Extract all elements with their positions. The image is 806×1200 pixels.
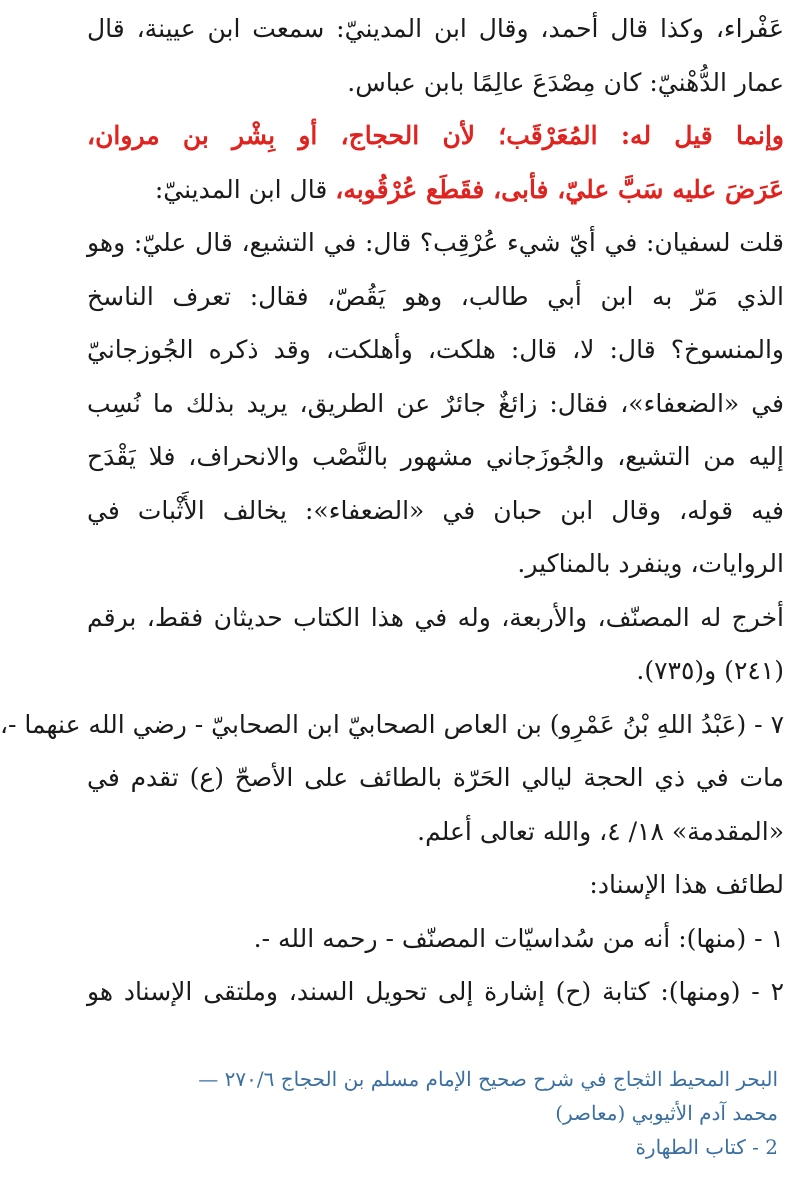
text-line: ٧ - (عَبْدُ اللهِ بْنُ عَمْرِو) بن العاص الصحابيّ ابن الصحابيّ - رضي الله عنهما -، xyxy=(0,709,784,739)
text-line: أخرج له المصنّف، والأربعة، وله في هذا الكتاب حديثان فقط، برقم xyxy=(87,602,784,632)
text-line: فيه قوله، وقال ابن حبان في «الضعفاء»: يخالف الأَثْبات في xyxy=(87,495,784,525)
text-line: ١ - (منها): أنه من سُداسيّات المصنّف - رحمه الله -. xyxy=(253,923,784,953)
source-citation xyxy=(87,1062,778,1164)
citation-chapter: 2 - كتاب الطهارة xyxy=(635,1135,778,1159)
section-heading: لطائف هذا الإسناد: xyxy=(589,870,784,899)
text-line: في «الضعفاء»، فقال: زائغٌ جائرٌ عن الطريق، يريد بذلك ما نُسِب xyxy=(87,388,785,418)
book-page-text xyxy=(0,2,785,1019)
text-line: إليه من التشيع، والجُوزَجاني مشهور بالنَّصْب والانحراف، فلا يَقْدَح xyxy=(87,442,784,471)
text-line: ٢ - (ومنها): كتابة (ح) إشارة إلى تحويل السند، وملتقى الإسناد هو xyxy=(87,977,784,1006)
text-segment: قال ابن المدينيّ: xyxy=(154,174,336,204)
citation-author: محمد آدم الأثيوبي (معاصر) xyxy=(555,1101,778,1125)
highlighted-text: عَرَضَ عليه سَبَّ عليّ، فأبى، فقَطَع عُرْقُوبه، xyxy=(335,174,784,204)
text-line xyxy=(87,163,784,217)
text-line: مات في ذي الحجة ليالي الحَرّة بالطائف على الأصحّ (ع) تقدم في xyxy=(87,763,784,792)
text-line: الذي مَرّ به ابن أبي طالب، وهو يَقُصّ، فقال: تعرف الناسخ xyxy=(87,281,784,311)
text-line: «المقدمة» ١٨/ ٤، والله تعالى أعلم. xyxy=(417,816,784,846)
text-line: (٢٤١) و(٧٣٥). xyxy=(636,656,784,685)
text-line: عمار الدُّهْنيّ: كان مِصْدَعَ عالِمًا بابن عباس. xyxy=(347,67,784,97)
text-line: الروايات، وينفرد بالمناكير. xyxy=(517,549,784,578)
text-line: والمنسوخ؟ قال: لا، قال: هلكت، وأهلكت، وقد ذكره الجُوزجانيّ xyxy=(87,335,784,364)
citation-book-title: البحر المحيط الثجاج في شرح صحيح الإمام مسلم بن الحجاج ٢٧٠/٦ — xyxy=(198,1067,778,1091)
text-line: قلت لسفيان: في أيّ شيء عُرْقِب؟ قال: في التشيع، قال عليّ: وهو xyxy=(87,228,784,257)
highlighted-text-line: وإنما قيل له: المُعَرْقَب؛ لأن الحجاج، أو بِشْر بن مروان، xyxy=(87,121,784,150)
text-line: عَفْراء، وكذا قال أحمد، وقال ابن المدينيّ: سمعت ابن عيينة، قال xyxy=(87,14,784,43)
